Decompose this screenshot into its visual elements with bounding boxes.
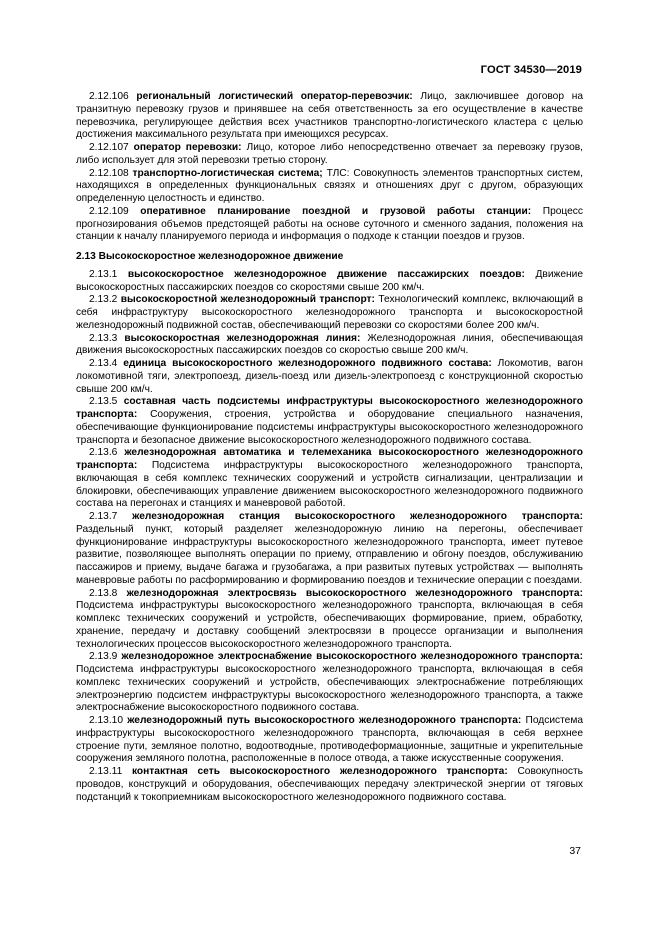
entry-term: железнодорожное электроснабжение высокоскоростного железнодорожного транспорта: [121,651,583,663]
entry-term: железнодорожный путь высокоскоростного железнодорожного транспорта: [127,715,522,726]
term-entry [76,511,583,588]
entry-number: 2.13.11 [89,766,123,777]
entry-term: высокоскоростной железнодорожный транспорт: [120,294,375,306]
entry-definition: Лицо, которое либо непосредственно отвечает за перевозку грузов, либо использует для этой перевозки третью сторону. [76,142,583,166]
entry-term: оперативное планирование поездной и грузовой работы станции: [140,205,532,217]
entry-number: 2.13.8 [89,587,118,599]
section-entries [76,269,583,805]
page-content [76,91,583,804]
term-entry [76,91,583,142]
entry-term: железнодорожная электросвязь высокоскоростного железнодорожного транспорта: [126,587,583,599]
entry-term: региональный логистический оператор-перевозчик: [136,91,413,102]
entry-number: 2.13.5 [89,396,118,408]
term-entry [76,396,583,447]
entry-number: 2.13.3 [89,332,118,344]
entry-number: 2.13.2 [89,294,118,306]
entry-definition: Подсистема инфраструктуры высокоскоростного железнодорожного транспорта, включающая в себя комплекс технических сооружений и устройств сигнализации, централизации и блокировки, обеспечивающих управление движением высокоскоростного железнодорожного подвижного состава на перегонах и станциях и маневровой работой. [76,460,583,510]
entry-definition: Лицо, заключившее договор на транзитную перевозку грузов и принявшее на себя ответственность за его осуществление в качестве перевозчика, регулирующее действия всех участников транспортно-логистического кластера с целью достижения максимального результата при имеющихся ресурсах. [76,91,583,141]
entry-term: транспортно-логистическая система; [132,167,323,179]
entry-term: оператор перевозки: [133,142,242,153]
entry-definition: Подсистема инфраструктуры высокоскоростного железнодорожного транспорта, включающая в себя комплекс технических сооружений и устройств, обеспечивающих формирование, прием, обработку, хранение, передачу и доставку сообщений электросвязи в процессе организации и выполнения технологических процессов высокоскоростного железнодорожного транспорта. [76,600,583,650]
entry-definition: Раздельный пункт, который разделяет железнодорожную линию на перегоны, обеспечивает функционирование инфраструктуры высокоскоростного железнодорожного транспорта, имеет путевое развитие, позволяющее выполнять операции по приему, отправлению и обгону поездов, обслуживанию пассажиров и приему, выдаче багажа и грузобагажа, а при развитых путевых устройствах — выполнять маневровые работы по расформированию и формированию поездов и технические операции с поездами. [76,523,583,586]
entry-term: высокоскоростное железнодорожное движение пассажирских поездов: [127,268,525,280]
entry-term: контактная сеть высокоскоростного железнодорожного транспорта: [131,766,508,777]
entry-number: 2.12.109 [89,205,129,217]
term-entry [76,269,583,295]
term-entry [76,358,583,396]
entry-definition: Процесс прогнозирования объемов предстоящей работы на основе суточного и сменного задания, положения на станции к началу планируемого периода и информация о подходе к станции поездов и грузов. [76,205,583,243]
term-entry [76,206,583,244]
entry-definition: Сооружения, строения, устройства и оборудование специального назначения, обеспечивающие функционирование подсистемы инфраструктуры высокоскоростного железнодорожного транспорта и безопасное движение высокоскоростного железнодорожного подвижного состава. [76,409,583,446]
term-entry [76,651,583,715]
entry-definition: Технологический комплекс, включающий в себя инфраструктуру высокоскоростного железнодорожного транспорта и высокоскоростной железнодорожный подвижной состав, обеспечивающий перевозки со скоростями более 200 км/ч. [76,294,583,331]
entry-number: 2.12.106 [89,91,129,102]
term-entry [76,333,583,359]
entry-term: высокоскоростная железнодорожная линия: [124,332,361,344]
entry-term: единица высокоскоростного железнодорожного подвижного состава: [123,358,492,369]
entry-number: 2.12.108 [89,167,129,179]
entry-number: 2.12.107 [89,142,129,153]
entry-number: 2.13.6 [89,447,118,459]
entry-number: 2.13.9 [89,651,118,663]
term-entry [76,294,583,332]
term-entry [76,168,583,206]
entry-definition: Железнодорожная линия, обеспечивающая движения высокоскоростных пассажирских поездов со скоростью свыше 200 км/ч. [76,332,583,357]
term-entry [76,142,583,168]
entry-number: 2.13.4 [89,358,118,369]
entry-definition: Движение высокоскоростных пассажирских поездов со скоростями свыше 200 км/ч. [76,268,583,293]
term-entry [76,447,583,511]
entry-term: железнодорожная автоматика и телемеханика высокоскоростного железнодорожного транспорта: [76,447,583,471]
entry-definition: Подсистема инфраструктуры высокоскоростного железнодорожного транспорта, включающая в себя комплекс технических сооружений и устройств, обеспечивающих электроснабжение потребляющих электроэнергию подсистем инфраструктуры высокоскоростного железнодорожного транспорта, а также электроснабжение высокоскоростного подвижного состава. [76,664,583,714]
entry-definition: ТЛС: Совокупность элементов транспортных систем, находящихся в определенных функциональных связях и отношениях друг с другом, образующих определенную целостность и единство. [76,167,583,204]
term-entry [76,588,583,652]
term-entry [76,715,583,766]
entry-number: 2.13.1 [89,268,118,280]
entries-before-section [76,91,583,244]
entry-term: железнодорожная станция высокоскоростного железнодорожного транспорта: [132,511,583,522]
page-number: 37 [569,845,581,857]
entry-definition: Локомотив, вагон локомотивной тяги, электропоезд, дизель-поезд или дизель-электропоезд с конструкционной скоростью свыше 200 км/ч. [76,358,583,395]
term-entry [76,766,583,804]
section-heading: 2.13 Высокоскоростное железнодорожное движение [76,251,344,262]
entry-definition: Подсистема инфраструктуры высокоскоростного железнодорожного транспорта, включающая в себя верхнее строение пути, земляное полотно, водоотводные, противодеформационные, защитные и укрепительные сооружения земляного полотна, расположенные в полосе отвода, а также искусственные сооружения. [76,715,583,765]
standard-header: ГОСТ 34530—2019 [480,64,582,76]
entry-definition: Совокупность проводов, конструкций и оборудования, обеспечивающих передачу электрической энергии от тяговых подстанций к токоприемникам высокоскоростного железнодорожного подвижного состава. [76,766,583,803]
entry-number: 2.13.10 [89,715,123,726]
entry-number: 2.13.7 [89,511,118,522]
entry-term: составная часть подсистемы инфраструктуры высокоскоростного железнодорожного транспорта: [76,396,583,420]
